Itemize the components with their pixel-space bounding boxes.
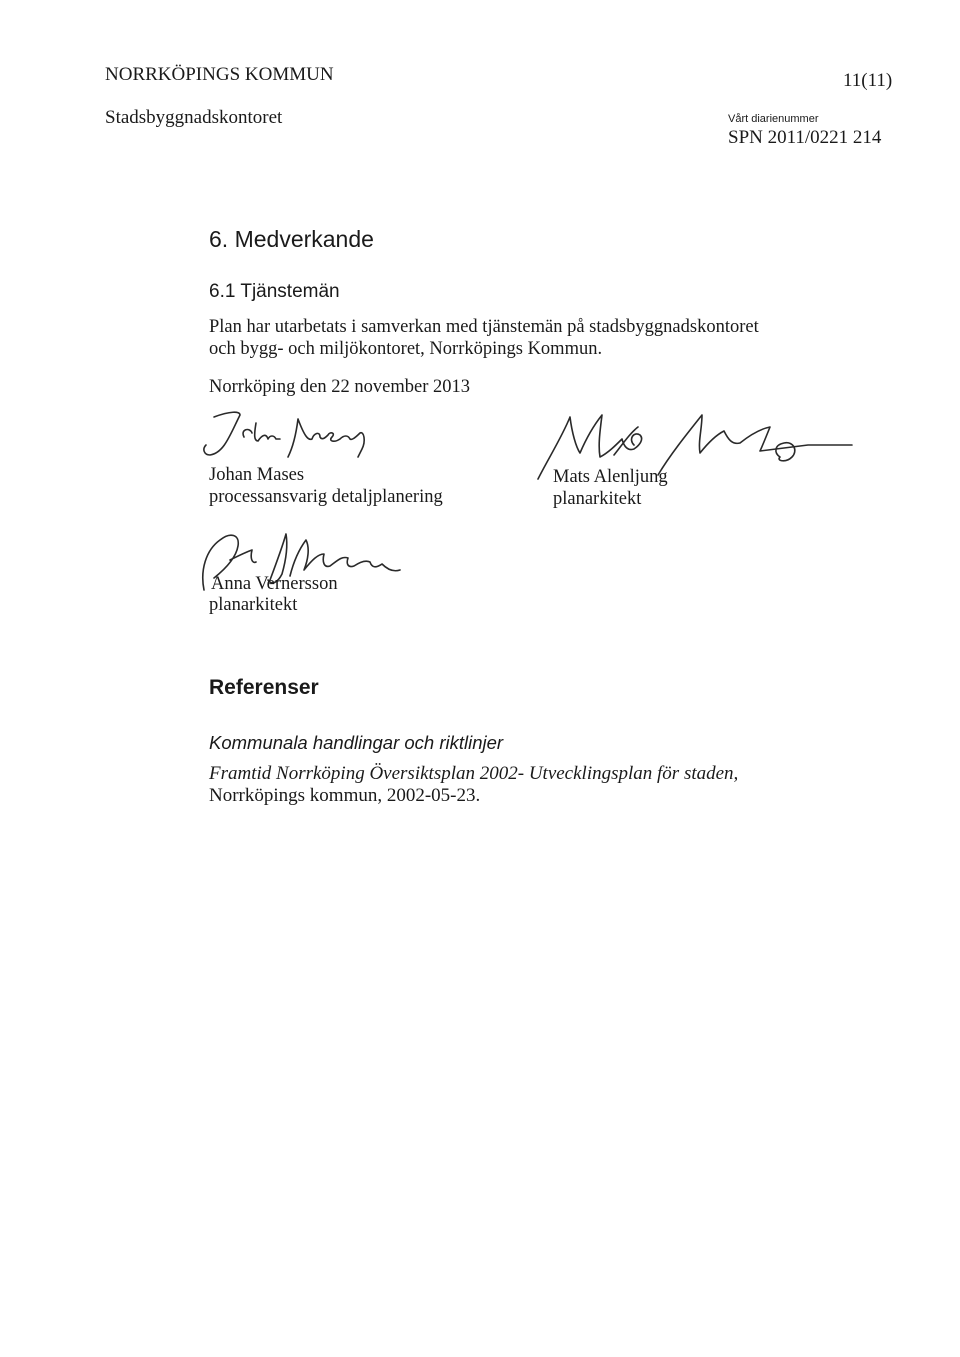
organization-name: NORRKÖPINGS KOMMUN <box>105 64 334 85</box>
section-heading: 6. Medverkande <box>209 226 374 252</box>
signature-johan-mases <box>200 405 380 465</box>
page-number: 11(11) <box>843 70 893 91</box>
reference-entry <box>209 763 738 807</box>
registration-number: SPN 2011/0221 214 <box>728 127 882 148</box>
signatory-role: planarkitekt <box>209 595 298 615</box>
signatory-role: planarkitekt <box>553 489 642 509</box>
references-heading: Referenser <box>209 676 319 699</box>
references-subheading: Kommunala handlingar och riktlinjer <box>209 732 504 753</box>
paragraph-line: Plan har utarbetats i samverkan med tjänstemän på stadsbyggnadskontoret <box>209 317 759 337</box>
paragraph <box>209 316 829 360</box>
reference-publisher: Norrköpings kommun, 2002-05-23. <box>209 785 481 806</box>
registration-label: Vårt diarienummer <box>728 113 819 125</box>
place-and-date: Norrköping den 22 november 2013 <box>209 377 471 397</box>
subsection-heading: 6.1 Tjänstemän <box>209 281 340 302</box>
signatory-name: Anna Vernersson <box>211 574 338 594</box>
signatory-role: processansvarig detaljplanering <box>209 487 443 507</box>
paragraph-line: och bygg- och miljökontoret, Norrköpings Kommun. <box>209 339 603 359</box>
department-name: Stadsbyggnadskontoret <box>105 107 283 128</box>
reference-title: Framtid Norrköping Översiktsplan 2002- Utvecklingsplan för staden, <box>209 763 739 784</box>
signatory-name: Mats Alenljung <box>553 467 668 487</box>
signatory-name: Johan Mases <box>209 465 305 485</box>
